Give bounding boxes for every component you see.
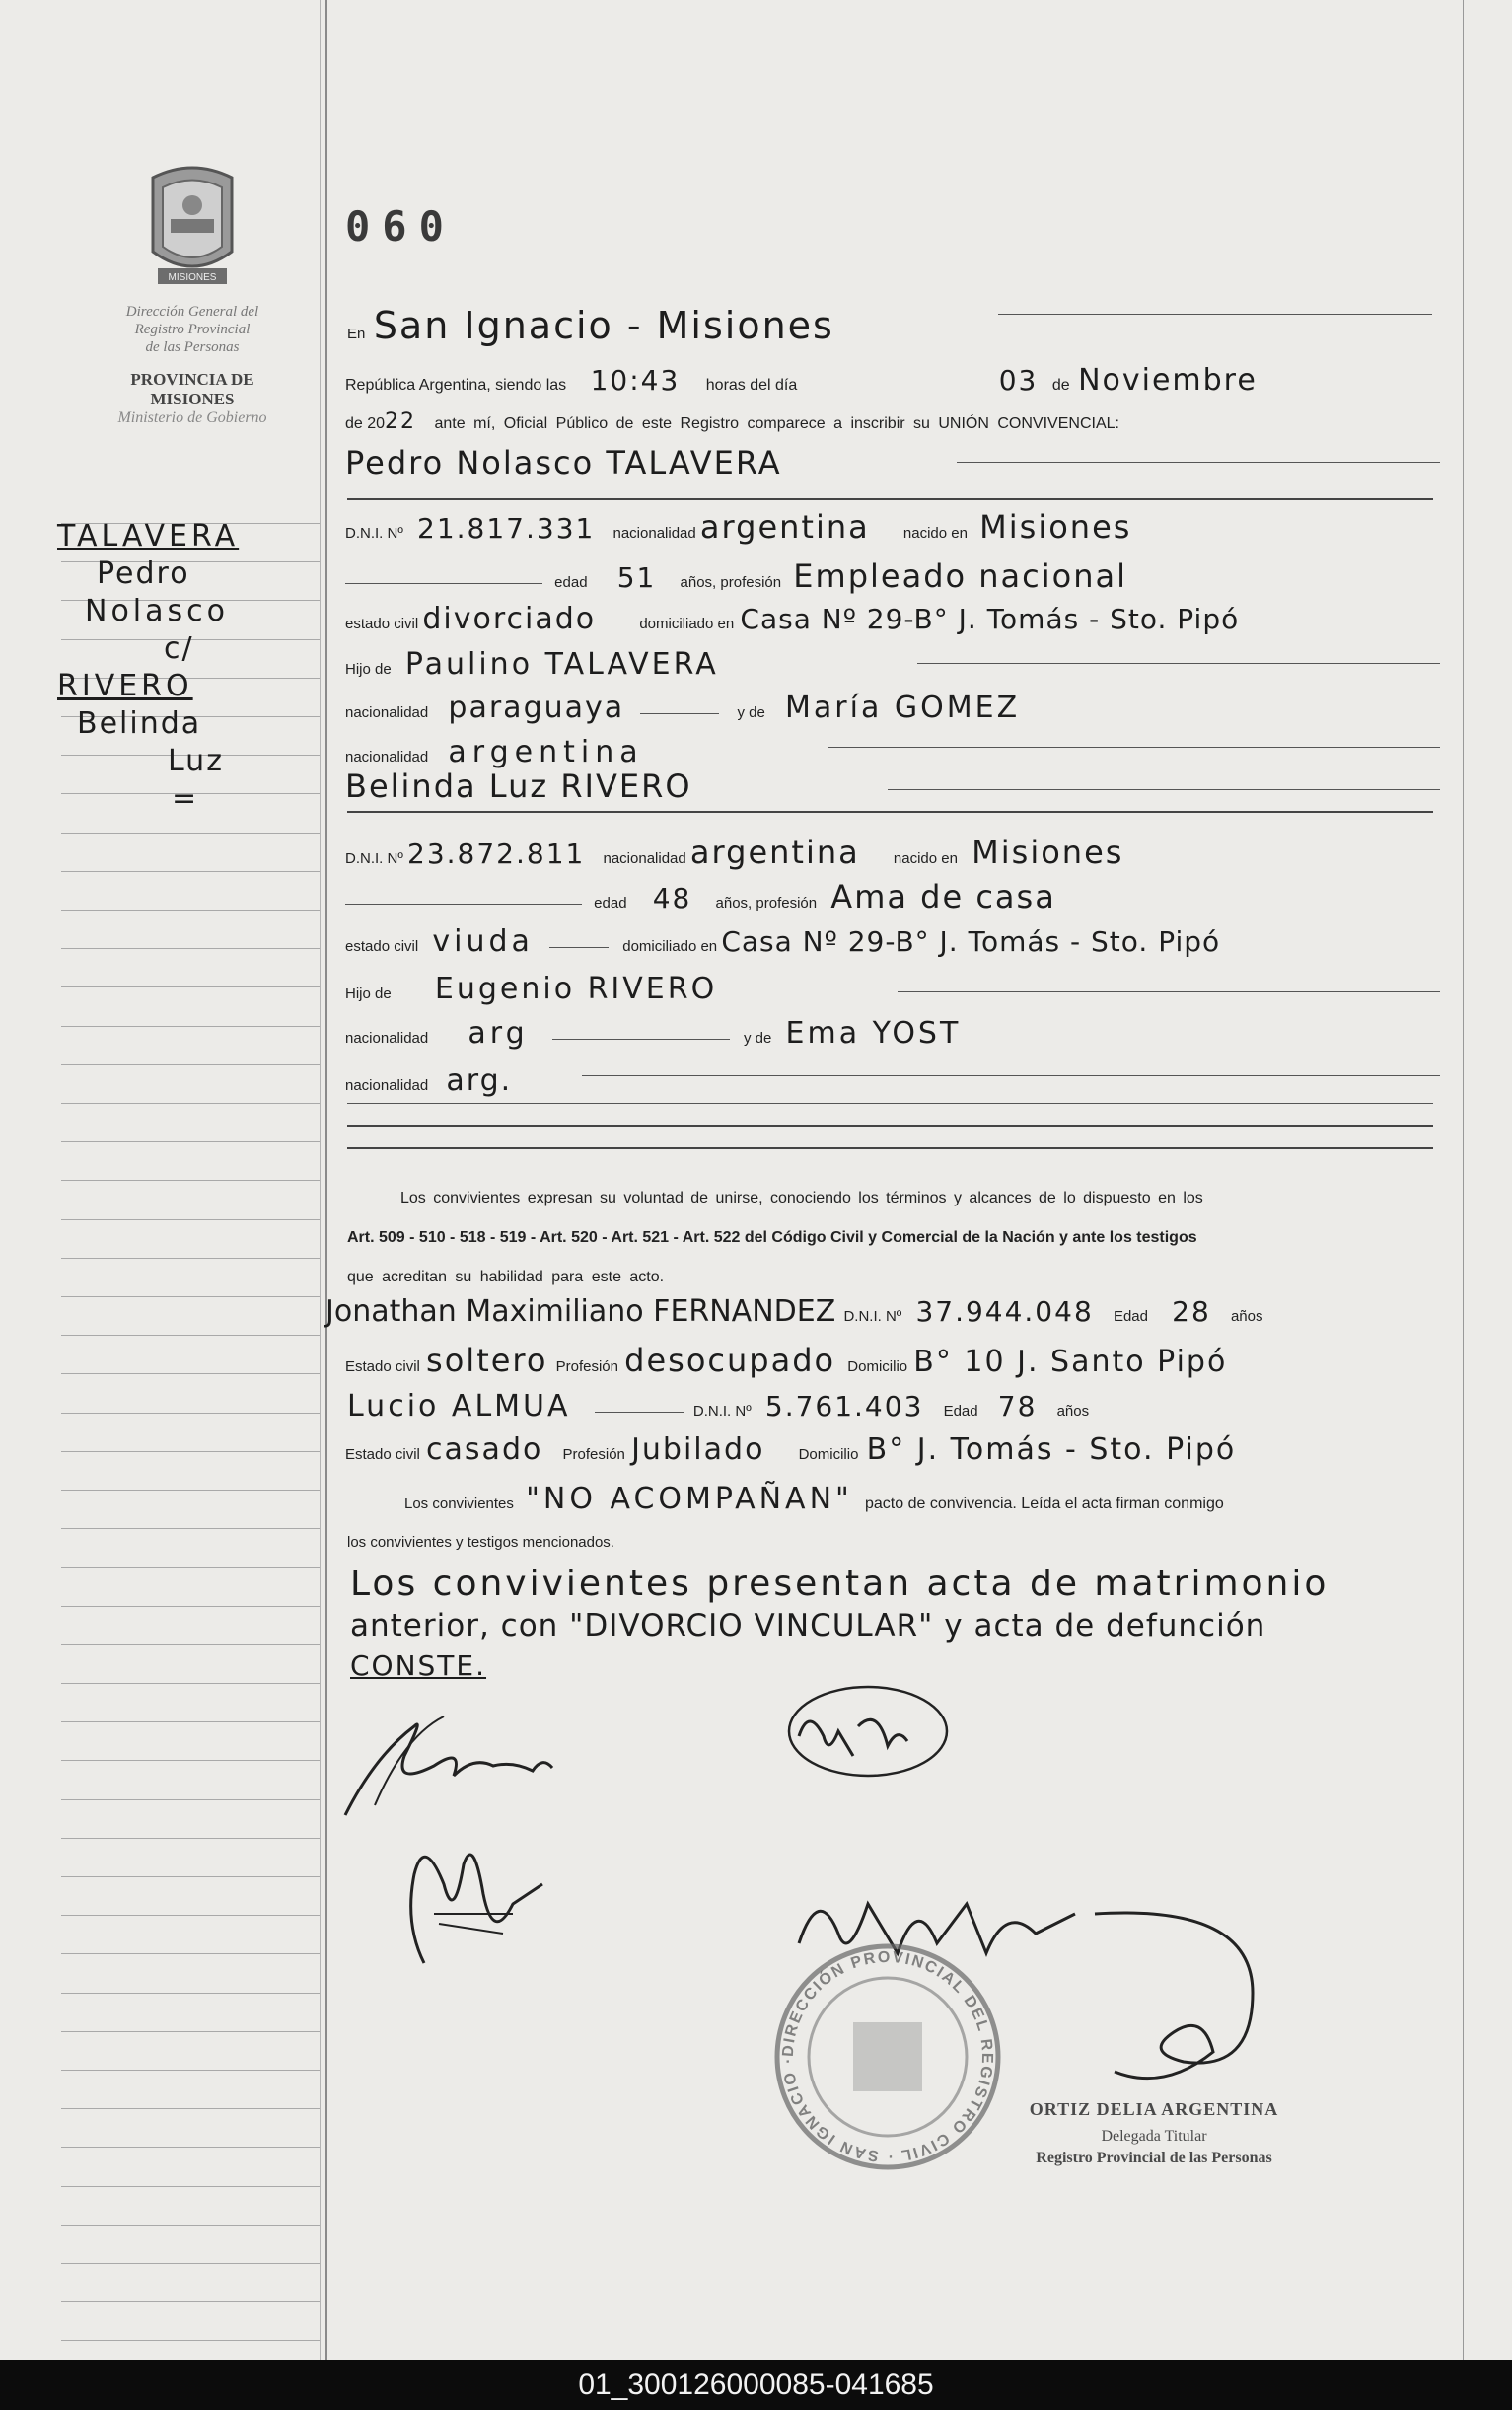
month-value: Noviembre	[1078, 363, 1258, 398]
person1-row-dni: D.N.I. Nº 21.817.331 nacionalidad argentina nacido en Misiones	[345, 508, 1132, 546]
official-name: ORTIZ DELIA ARGENTINA	[1029, 2099, 1279, 2119]
signature-official	[1016, 1894, 1272, 2091]
ruled-line	[61, 948, 320, 949]
person2-row-dni: D.N.I. Nº 23.872.811 nacionalidad argentina nacido en Misiones	[345, 834, 1124, 871]
ruled-line	[61, 1451, 320, 1452]
right-margin-rule	[1463, 0, 1464, 2360]
ruled-line	[61, 986, 320, 987]
ruled-line	[61, 1760, 320, 1761]
province-name: PROVINCIA DE MISIONES	[130, 370, 254, 408]
ruled-line	[61, 1799, 320, 1800]
witness1-row-name: Jonathan Maximiliano FERNANDEZ D.N.I. Nº 37.944.048 Edad 28 años	[325, 1294, 1263, 1329]
institution-block	[69, 158, 316, 427]
ruled-line	[61, 1180, 320, 1181]
left-margin-rule	[325, 0, 327, 2360]
ruled-line	[61, 1838, 320, 1839]
person1-row-parents-nat: nacionalidad paraguaya y de María GOMEZ	[345, 691, 1021, 725]
ruled-line	[61, 910, 320, 911]
official-office: Registro Provincial de las Personas	[1036, 2150, 1272, 2166]
stamp-text: DIRECCIÓN PROVINCIAL DEL REGISTRO CIVIL · SAN IGNACIO ·	[779, 1948, 996, 2165]
witness1-row-details: Estado civil soltero Profesión desocupado Domicilio B° 10 J. Santo Pipó	[345, 1342, 1228, 1379]
ruled-line	[61, 1993, 320, 1994]
closing-note-1: Los convivientes presentan acta de matrimonio	[350, 1564, 1330, 1604]
section-separator	[347, 1125, 1433, 1127]
margin-note: TALAVERA Pedro Nolasco c/ RIVERO Belinda Luz =	[57, 519, 240, 816]
ruled-line	[61, 833, 320, 834]
ruled-line	[61, 2340, 320, 2341]
ruled-line	[61, 1644, 320, 1645]
closing-line-2: los convivientes y testigos mencionados.	[347, 1534, 614, 1551]
place-value: San Ignacio - Misiones	[373, 304, 834, 347]
official-block	[1016, 2099, 1292, 2167]
ruled-line	[61, 871, 320, 872]
ministry-name: Ministerio de Gobierno	[117, 409, 267, 426]
ruled-line	[61, 2263, 320, 2264]
left-margin-rule-faint	[320, 0, 321, 2360]
closing-note-2: anterior, con "DIVORCIO VINCULAR" y acta de defunción	[350, 1608, 1266, 1643]
person1-name-row	[345, 444, 1440, 493]
closing-note-3: CONSTE.	[350, 1649, 487, 1682]
ruled-line	[61, 1721, 320, 1722]
witness2-row-name: Lucio ALMUA D.N.I. Nº 5.761.403 Edad 78 años	[347, 1389, 1090, 1424]
person1-row-civil: estado civil divorciado domiciliado en Casa Nº 29-B° J. Tomás - Sto. Pipó	[345, 602, 1240, 636]
ruled-line	[61, 1219, 320, 1220]
ruled-line	[61, 2031, 320, 2032]
official-stamp	[769, 1938, 1006, 2175]
ruled-line	[61, 1567, 320, 1568]
ruled-line	[61, 2225, 320, 2226]
person2-row-mother-nat: nacionalidad arg.	[345, 1063, 1440, 1107]
ruled-line	[61, 1606, 320, 1607]
person2-name: Belinda Luz RIVERO	[345, 767, 692, 805]
person2-row-father: Hijo de Eugenio RIVERO	[345, 972, 1440, 1015]
record-number: 060	[345, 202, 456, 251]
institution-lines: Dirección General del Registro Provincial de las Personas	[125, 304, 259, 355]
ruled-line	[61, 1915, 320, 1916]
ruled-line	[61, 1064, 320, 1065]
day-value: 03	[998, 364, 1039, 397]
closing-row: Los convivientes "NO ACOMPAÑAN" pacto de convivencia. Leída el acta firman conmigo	[404, 1482, 1224, 1516]
person1-row-father: Hijo de Paulino TALAVERA	[345, 647, 1440, 691]
ruled-line	[61, 2186, 320, 2187]
section-separator	[347, 811, 1433, 813]
declaration: Los convivientes expresan su voluntad de unirse, conociendo los términos y alcances de lo dispuesto en los Art. 509 - 510 - 518 - 519 - Art. 520 - Art. 521 - Art. 522 del Código Civil y Comercial de la Nación y ante los testigos que acreditan su habilidad para este acto.	[347, 1190, 1203, 1285]
person1-name: Pedro Nolasco TALAVERA	[345, 444, 782, 481]
section-separator	[347, 1147, 1433, 1149]
person2-row-age: edad 48 años, profesión Ama de casa	[345, 878, 1440, 923]
person1-row-mother-nat: nacionalidad argentina	[345, 735, 1440, 778]
ruled-line	[61, 1103, 320, 1104]
intro-line-2: República Argentina, siendo las 10:43 horas del día 03 de Noviembre	[345, 363, 1258, 398]
section-separator	[347, 498, 1433, 500]
signature-witness-1	[365, 1825, 562, 1973]
witness2-row-details: Estado civil casado Profesión Jubilado Domicilio B° J. Tomás - Sto. Pipó	[345, 1432, 1237, 1467]
provincial-seal-icon	[133, 158, 252, 296]
ruled-line	[61, 1026, 320, 1027]
ruled-line	[61, 1683, 320, 1684]
svg-text:MISIONES: MISIONES	[168, 272, 217, 283]
ruled-line	[61, 1876, 320, 1877]
ruled-line	[61, 2301, 320, 2302]
ruled-line	[61, 1490, 320, 1491]
ruled-line	[61, 1953, 320, 1954]
ruled-line	[61, 1413, 320, 1414]
ruled-line	[61, 2070, 320, 2071]
signature-convivient-2	[779, 1677, 957, 1795]
intro-line-1: En San Ignacio - Misiones	[347, 304, 1432, 351]
person1-row-age: edad 51 años, profesión Empleado nacional	[345, 557, 1440, 603]
ruled-line	[61, 1528, 320, 1529]
person2-row-civil: estado civil viuda domiciliado en Casa Nº 29-B° J. Tomás - Sto. Pipó	[345, 924, 1221, 959]
ruled-line	[61, 2147, 320, 2148]
ruled-line	[61, 1335, 320, 1336]
time-value: 10:43	[590, 364, 681, 397]
ruled-line	[61, 1296, 320, 1297]
ruled-line	[61, 1258, 320, 1259]
person2-name-row	[345, 767, 1440, 815]
document-footer-id: 01_300126000085-041685	[0, 2360, 1512, 2410]
intro-line-3: de 2022 ante mí, Oficial Público de este Registro comparece a inscribir su UNIÓN CONVIVENCIAL:	[345, 409, 1119, 434]
place-line	[998, 314, 1432, 315]
blank-line	[347, 1103, 1433, 1104]
person2-row-parents-nat: nacionalidad arg y de Ema YOST	[345, 1016, 962, 1051]
signature-convivient-1	[335, 1697, 612, 1825]
official-role: Delegada Titular	[1101, 2128, 1207, 2145]
ruled-line	[61, 1373, 320, 1374]
ruled-line	[61, 2108, 320, 2109]
ruled-line	[61, 1141, 320, 1142]
